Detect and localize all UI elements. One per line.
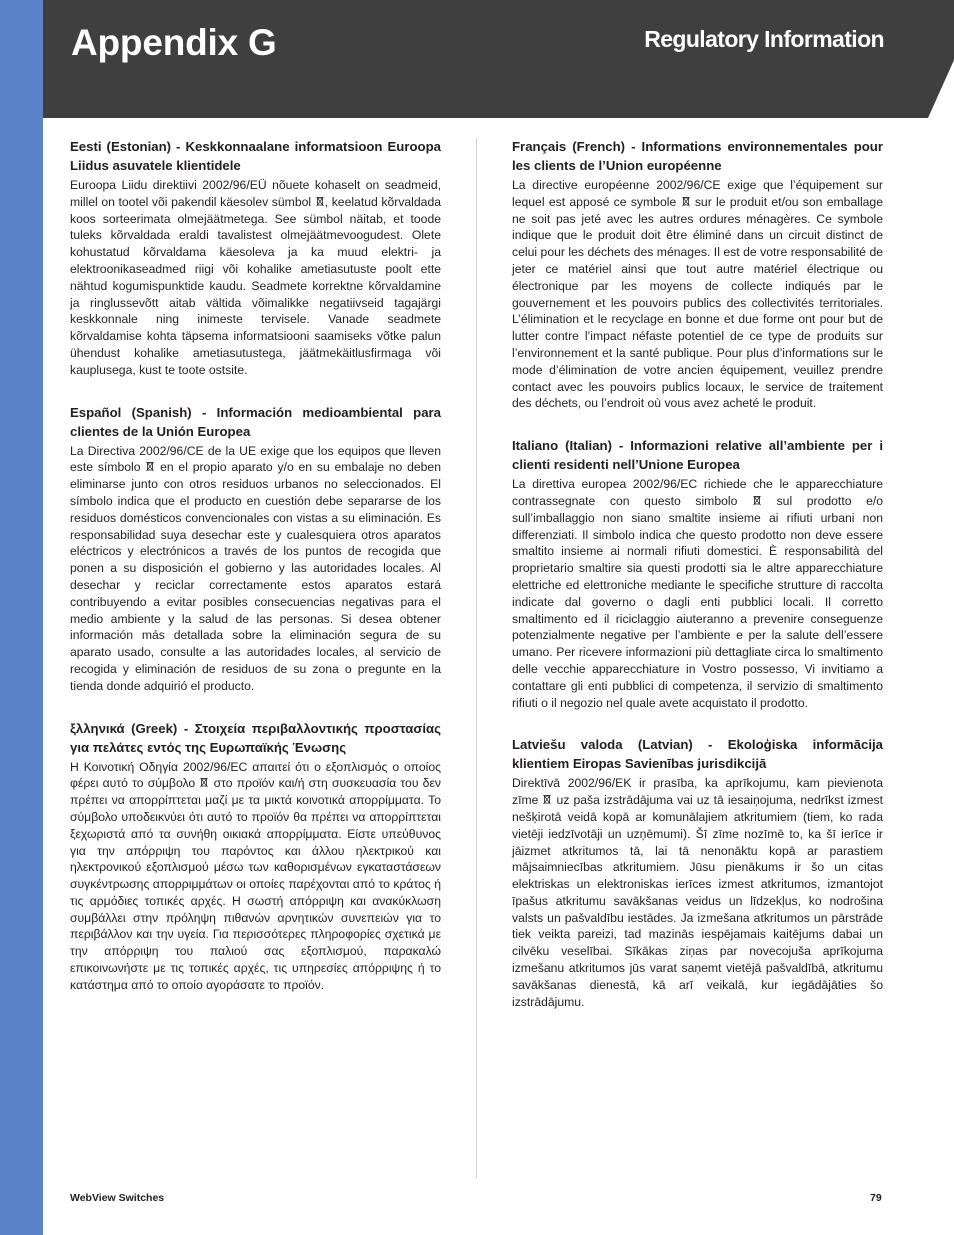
right-column — [512, 137, 883, 1034]
footer-product-name: WebView Switches — [70, 1192, 165, 1204]
french-section — [512, 137, 883, 412]
estonian-body: Euroopa Liidu direktiivi 2002/96/EÜ nõuete kohaselt on seadmeid, millel on tootel või pakendil käesolev sümbol , keelatud kõrvaldada koos sorteerimata olmejäätmetega. See sümbol näitab, et toode tuleks kõrvaldada eraldi tavalistest olmejäätmevoogudest. Olete kohustatud kõrvaldama käesoleva ja ka muud elektri- ja elektroonikaseadmed riigi või kohalike ametiasutuste poolt ette nähtud kogumispunktide kaudu. Seadmete korrektne kõrvaldamine ja ringlussevõtt aitab vältida võimalikke negatiivseid tagajärgi keskkonnale ning inimeste tervisele. Vanade seadmete kõrvaldamise kohta täpsema informatsiooni saamiseks võtke palun ühendust kohalike ametiasutustega, jäätmekäitlusfirmaga või kauplusega, kust te toote ostsite. — [70, 178, 442, 377]
left-column — [70, 137, 441, 1018]
latvian-heading: Latviešu valoda (Latvian) - Ekoloģiska informācija klientiem Eiropas Savienības jurisdikcijā — [512, 737, 883, 772]
latvian-body: Direktīvā 2002/96/EK ir prasība, ka aprīkojumu, kam pievienota zīme uz paša izstrādājuma vai uz tā iesaiņojuma, nedrīkst izmest nešķirotā veidā kopā ar komunālajiem atkritumiem (tiem, ko rada vietēji iedzīvotāji un uzņēmumi). Šī zīme nozīmē to, ka šī ierīce ir jāizmet atkritumos tā, lai tā nenonāktu kopā ar parastiem mājsaimniecības atkritumiem. Jūsu pienākums ir šo un citas elektriskas un elektroniskas ierīces izmest atkritumos, izmantojot īpašus atkritumu savākšanas veidus un līdzekļus, ko nodrošina valsts un pašvaldību iestādes. Ja izmešana atkritumos un pārstrāde tiek veikta pareizi, tad mazinās iespējamais kaitējums dabai un cilvēku veselībai. Sīkākas ziņas par novecojuša aprīkojuma izmešanu atkritumos jūs varat saņemt vietējā pašvaldībā, atkritumu savākšanas dienestā, kā arī veikalā, kur iegādājāties šo izstrādājumu. — [512, 776, 883, 1009]
italian-section — [512, 436, 883, 711]
spanish-body: La Directiva 2002/96/CE de la UE exige que los equipos que lleven este símbolo en el propio aparato y/o en su embalaje no deben eliminarse junto con otros residuos urbanos no seleccionados. El símbolo indica que el producto en cuestión debe separarse de los residuos domésticos convencionales con vistas a su eliminación. Es responsabilidad suya desechar este y cualesquiera otros aparatos eléctricos y electrónicos a través de los puntos de recogida que ponen a su disposición el gobierno y las autoridades locales. Al desechar y reciclar correctamente estos aparatos estará contribuyendo a evitar posibles consecuencias negativas para el medio ambiente y la salud de las personas. Si desea obtener información más detallada sobre la eliminación segura de su aparato usado, consulte a las autoridades locales, al servicio de recogida y eliminación de residuos de su zona o pregunte en la tienda donde adquirió el producto. — [70, 443, 441, 693]
weee-bin-icon — [753, 495, 761, 506]
greek-body: Η Κοινοτική Οδηγία 2002/96/EC απαιτεί ότι ο εξοπλισμός ο οποίος φέρει αυτό το σύμβολο στο προϊόν και/ή στη συσκευασία του δεν πρέπει να απορρίπτεται μαζί με τα μικτά κοινοτικά απορρίμματα. Το σύμβολο υποδεικνύει ότι αυτό το προϊόν θα πρέπει να απορρίπτεται ξεχωριστά από τα συνήθη οικιακά απορρίμματα. Είστε υπεύθυνος για την απόρριψη του παρόντος και άλλου ηλεκτρικού και ηλεκτρονικού εξοπλισμού μέσω των καθορισμένων εγκαταστάσεων συγκέντρωσης απορριμμάτων οι οποίες παρέχονται από το κράτος ή τις αρμόδιες τοπικές αρχές. Η σωστή απόρριψη και ανακύκλωση συμβάλλει στην πρόληψη πιθανών αρνητικών συνεπειών για το περιβάλλον και την υγεία. Για περισσότερες πληροφορίες σχετικά με την απόρριψη του παλιού σας εξοπλισμού, παρακαλώ επικοινωνήστε με τις τοπικές αρχές, τις υπηρεσίες απόρριψης ή το κατάστημα από το οποίο αγοράσατε το προϊόν. — [70, 759, 441, 992]
spanish-section — [70, 403, 441, 695]
left-accent-bar — [0, 0, 43, 1235]
weee-bin-icon — [543, 794, 551, 805]
french-body: La directive européenne 2002/96/CE exige que l’équipement sur lequel est apposé ce symbole sur le produit et/ou son emballage ne soit pas jeté avec les autres ordures ménagères. Ce symbole indique que le produit doit être éliminé dans un circuit distinct de celui pour les déchets des ménages. Il est de votre responsabilité de jeter ce matériel ainsi que tout autre matériel électrique ou électronique par les moyens de collecte indiqués par le gouvernement et les pouvoirs publics des collectivités territoriales. L’élimination et le recyclage en bonne et due forme ont pour but de lutter contre l’impact néfaste potentiel de ce type de produits sur l’environnement et la santé publique. Pour plus d’informations sur le mode d’élimination de votre ancien équipement, veuillez prendre contact avec les pouvoirs publics locaux, le service de traitement des déchets, ou l’endroit où vous avez acheté le produit. — [512, 178, 883, 411]
italian-body: La direttiva europea 2002/96/EC richiede che le apparecchiature contrassegnate con questo simbolo sul prodotto e/o sull’imballaggio non siano smaltite insieme ai rifiuti urbani non differenziati. Il simbolo indica che questo prodotto non deve essere smaltito insieme ai normali rifiuti domestici. È responsabilità del proprietario smaltire sia questi prodotti sia le altre apparecchiature elettriche ed elettroniche mediante le specifiche strutture di raccolta indicate dal governo o dagli enti pubblici locali. Il corretto smaltimento ed il riciclaggio aiuteranno a prevenire conseguenze potenzialmente negative per l’ambiente e per la salute dell’essere umano. Per ricevere informazioni più dettagliate circa lo smaltimento delle vecchie apparecchiature in Vostro possesso, Vi invitiamo a contattare gli enti pubblici di competenza, il servizio di smaltimento rifiuti o il negozio nel quale avete acquistato il prodotto. — [512, 477, 884, 710]
estonian-heading: Eesti (Estonian) - Keskkonnaalane informatsioon Euroopa Liidus asuvatele klientidele — [70, 139, 441, 173]
weee-bin-icon — [682, 196, 690, 207]
weee-bin-icon — [316, 196, 324, 207]
column-divider — [476, 138, 477, 1178]
appendix-title: Appendix G — [71, 22, 277, 63]
latvian-section — [512, 735, 883, 1010]
italian-heading: Italiano (Italian) - Informazioni relative all’ambiente per i clienti residenti nell’Unione Europea — [512, 438, 883, 473]
greek-heading: ξλληνικά (Greek) - Στοιχεία περιβαλλοντικής προστασίας για πελάτες εντός της Ευρωπαϊκής Ένωσης — [70, 720, 441, 755]
weee-bin-icon — [200, 777, 208, 788]
section-title: Regulatory Information — [644, 26, 884, 52]
spanish-heading: Español (Spanish) - Información medioambiental para clientes de la Unión Europea — [70, 404, 441, 439]
weee-bin-icon — [146, 461, 154, 472]
footer-page-number: 79 — [870, 1192, 882, 1204]
greek-section — [70, 719, 441, 994]
estonian-section — [70, 137, 441, 379]
french-heading: Français (French) - Informations environnementales pour les clients de l’Union européenne — [512, 139, 883, 173]
header-corner-notch — [928, 60, 954, 118]
page-header — [43, 0, 954, 118]
